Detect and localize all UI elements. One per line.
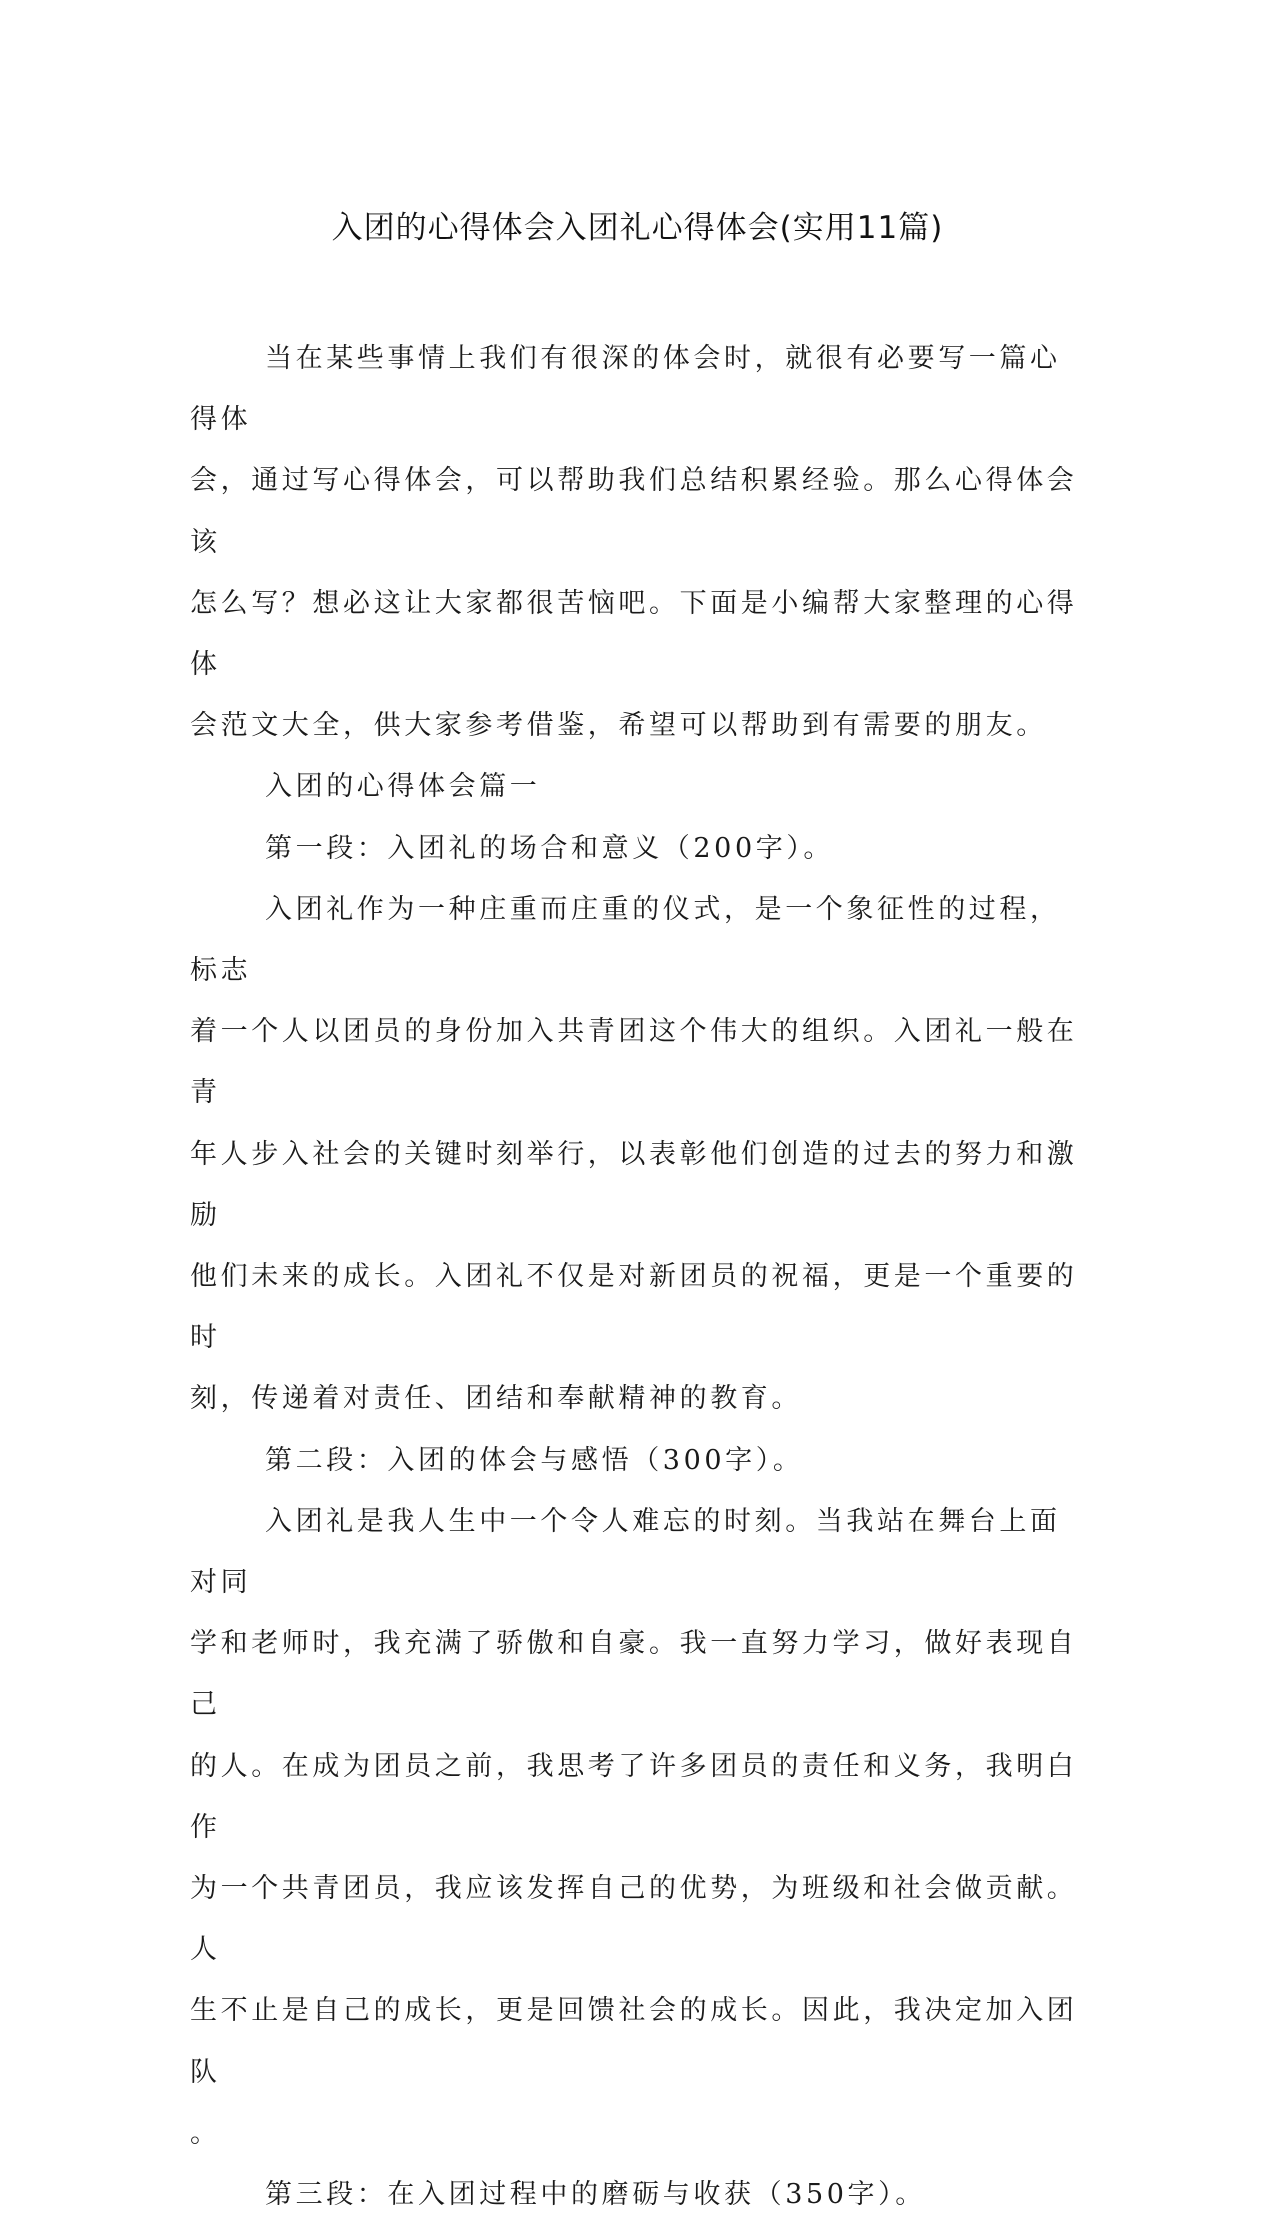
paragraph-line: 。 xyxy=(190,2117,221,2149)
document-body xyxy=(190,328,1082,2225)
paragraph-line: 为一个共青团员，我应该发挥自己的优势，为班级和社会做贡献。人 xyxy=(190,1873,1078,1966)
section-heading: 第三段：在入团过程中的磨砺与收获（350字）。 xyxy=(265,2179,926,2211)
paragraph-line: 学和老师时，我充满了骄傲和自豪。我一直努力学习，做好表现自己 xyxy=(190,1628,1078,1721)
paragraph-line: 入团礼作为一种庄重而庄重的仪式，是一个象征性的过程，标志 xyxy=(190,893,1061,987)
paragraph-line: 他们未来的成长。入团礼不仅是对新团员的祝福，更是一个重要的时 xyxy=(190,1261,1078,1354)
intro-line: 当在某些事情上我们有很深的体会时，就很有必要写一篇心得体 xyxy=(190,343,1061,436)
section-heading: 第二段：入团的体会与感悟（300字）。 xyxy=(265,1444,804,1476)
paragraph-line: 年人步入社会的关键时刻举行，以表彰他们创造的过去的努力和激励 xyxy=(190,1138,1078,1231)
section-heading: 第一段：入团礼的场合和意义（200字）。 xyxy=(265,832,835,864)
paragraph-line: 入团礼是我人生中一个令人难忘的时刻。当我站在舞台上面对同 xyxy=(190,1505,1061,1599)
document-title: 入团的心得体会入团礼心得体会(实用11篇) xyxy=(331,210,944,246)
paragraph-line: 刻，传递着对责任、团结和奉献精神的教育。 xyxy=(190,1383,802,1415)
intro-line: 会范文大全，供大家参考借鉴，希望可以帮助到有需要的朋友。 xyxy=(190,710,1047,742)
intro-line: 怎么写？想必这让大家都很苦恼吧。下面是小编帮大家整理的心得体 xyxy=(190,587,1078,681)
intro-line: 会，通过写心得体会，可以帮助我们总结积累经验。那么心得体会该 xyxy=(190,465,1078,558)
paragraph-line: 的人。在成为团员之前，我思考了许多团员的责任和义务，我明白作 xyxy=(190,1750,1078,1843)
paragraph-line: 生不止是自己的成长，更是回馈社会的成长。因此，我决定加入团队 xyxy=(190,1995,1078,2088)
paragraph-line: 着一个人以团员的身份加入共青团这个伟大的组织。入团礼一般在青 xyxy=(190,1016,1078,1109)
chapter-heading: 入团的心得体会篇一 xyxy=(265,771,541,803)
